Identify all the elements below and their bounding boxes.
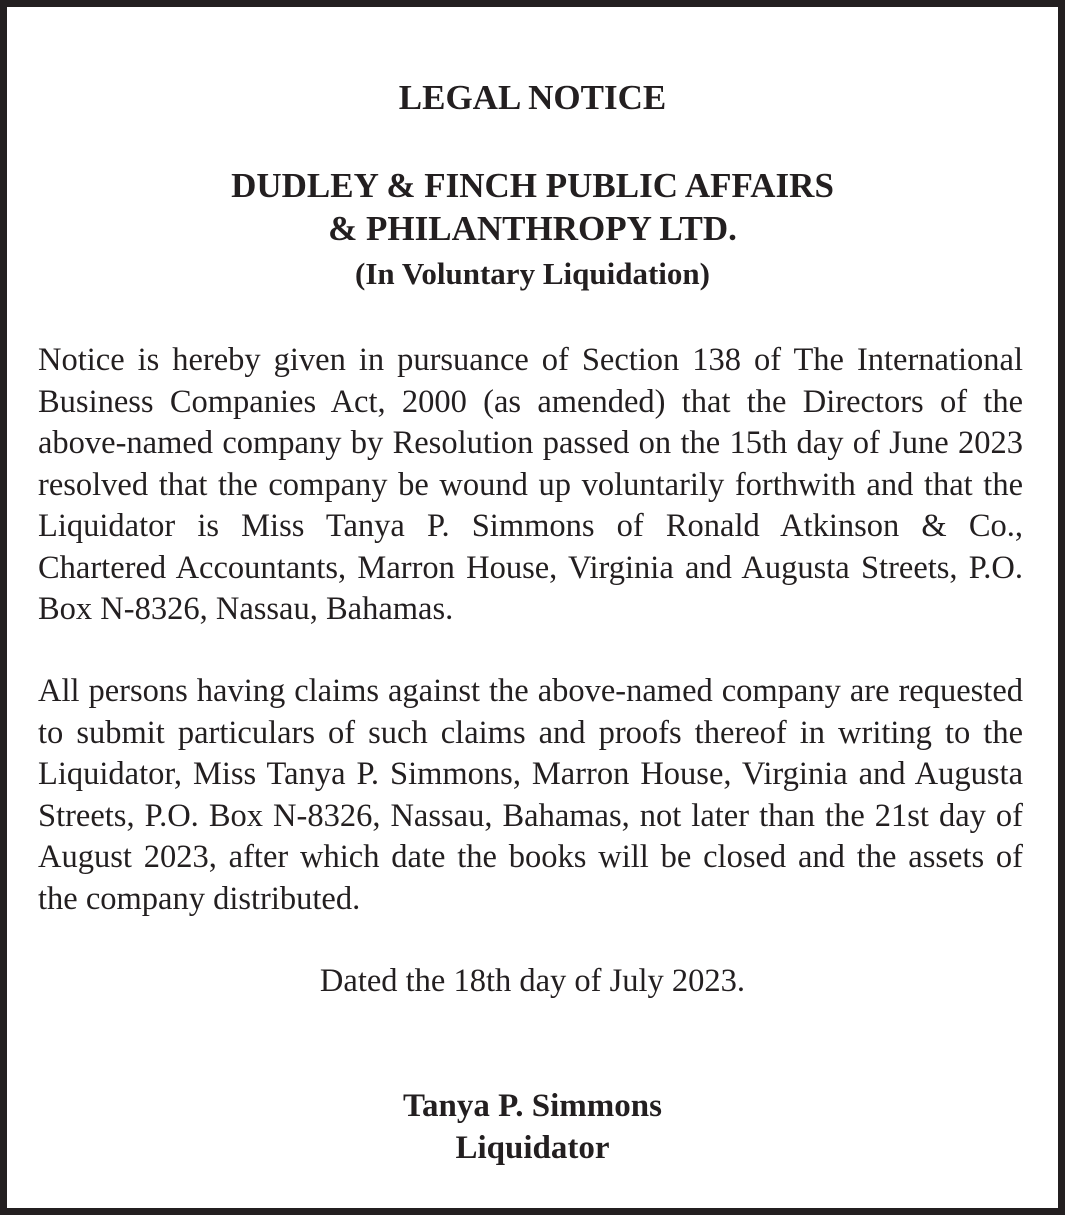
paragraph-1-line: above-named company by Resolution passed on the 15th day of June 2023 <box>38 425 1023 461</box>
paragraph-1-line: Box N-8326, Nassau, Bahamas. <box>38 591 454 627</box>
paragraph-1-line: Business Companies Act, 2000 (as amended) that the Directors of the <box>38 383 1023 420</box>
dated-line: Dated the 18th day of July 2023. <box>319 963 746 999</box>
notice-heading: LEGAL NOTICE <box>398 78 667 117</box>
company-name-line-2: & PHILANTHROPY LTD. <box>328 209 737 248</box>
paragraph-1-line: resolved that the company be wound up voluntarily forthwith and that the <box>38 466 1023 503</box>
paragraph-2-line: to submit particulars of such claims and proofs thereof in writing to the <box>38 714 1023 751</box>
paragraph-2-line: All persons having claims against the above-named company are requested <box>38 673 1023 709</box>
paragraph-2-line: Liquidator, Miss Tanya P. Simmons, Marron House, Virginia and Augusta <box>38 756 1023 792</box>
notice-paragraph-1 <box>38 340 1023 631</box>
notice-paragraph-2 <box>38 671 1023 920</box>
signatory-title: Liquidator <box>455 1130 610 1166</box>
signatory-name: Tanya P. Simmons <box>403 1088 662 1124</box>
paragraph-1-line: Liquidator is Miss Tanya P. Simmons of Ronald Atkinson & Co., <box>38 508 1023 544</box>
company-name <box>7 164 1058 250</box>
liquidation-status: (In Voluntary Liquidation) <box>355 256 710 291</box>
paragraph-1-line: Notice is hereby given in pursuance of Section 138 of The International <box>38 342 1023 378</box>
paragraph-1-line: Chartered Accountants, Marron House, Virginia and Augusta Streets, P.O. <box>38 549 1023 586</box>
company-name-line-1: DUDLEY & FINCH PUBLIC AFFAIRS <box>231 166 834 205</box>
paragraph-2-line: the company distributed. <box>38 880 361 917</box>
paragraph-2-line: August 2023, after which date the books will be closed and the assets of <box>38 839 1023 875</box>
paragraph-2-line: Streets, P.O. Box N-8326, Nassau, Bahamas, not later than the 21st day of <box>38 797 1023 834</box>
